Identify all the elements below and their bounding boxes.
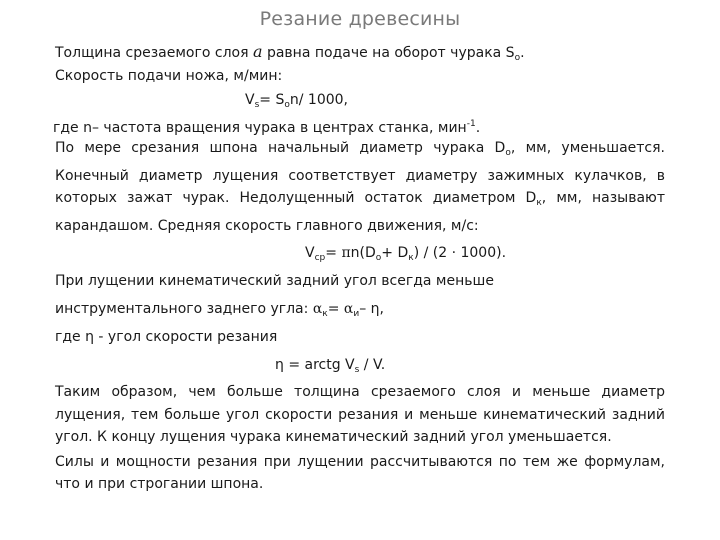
- text-segment: где n– частота вращения чурака в центрах станка, мин: [53, 120, 467, 136]
- formula-segment: η = arctg V: [275, 357, 355, 373]
- formula-vs: [55, 88, 665, 112]
- text-segment: , мм, называют карандашом. Средняя скорость главного движения, м/с:: [55, 190, 665, 234]
- text-segment: .: [475, 120, 481, 136]
- formula-segment: =: [325, 245, 342, 261]
- alpha-symbol: α: [343, 301, 354, 317]
- formula-segment: = S: [259, 92, 285, 108]
- alpha-symbol: α: [312, 301, 323, 317]
- formula-segment: + D: [381, 245, 409, 261]
- text-segment: , мм, уменьшается. Конечный диаметр лущения соответствует диаметру зажимных кулачков, в которых зажат чурак. Недолущенный остаток диаметром D: [55, 140, 666, 206]
- symbol-a: a: [252, 42, 263, 61]
- text-segment: =: [327, 301, 344, 317]
- formula-eta: [55, 353, 665, 377]
- subscript: ср: [314, 253, 326, 263]
- subscript: и: [353, 309, 360, 319]
- text-segment: .: [520, 45, 525, 61]
- page-title: Резание древесины: [259, 8, 461, 30]
- text-segment: – η,: [359, 301, 385, 317]
- text-segment: По мере срезания шпона начальный диаметр чурака D: [55, 140, 506, 156]
- subscript: к: [322, 309, 328, 319]
- formula-segment: V: [305, 245, 315, 261]
- subscript: s: [354, 365, 360, 375]
- pi-symbol: π: [341, 245, 351, 261]
- text-segment: Толщина срезаемого слоя: [55, 45, 253, 61]
- text-segment: инструментального заднего угла:: [55, 301, 313, 317]
- formula-segment: / V.: [359, 357, 386, 373]
- subscript: o: [514, 53, 521, 63]
- text-line-feed-speed: Скорость подачи ножа, м/мин:: [55, 68, 283, 84]
- paragraph-diameter: [55, 137, 665, 237]
- superscript: -1: [466, 119, 476, 129]
- text-line-kinematic-angle: При лущении кинематический задний угол всегда меньше: [55, 273, 494, 289]
- subscript: s: [254, 100, 260, 110]
- subscript: к: [408, 253, 414, 263]
- text-line-rotation-frequency: [53, 112, 665, 136]
- formula-segment: n(D: [350, 245, 376, 261]
- paragraph-forces: Силы и мощности резания при лущении рассчитываются по тем же формулам, что и при строгании шпона.: [55, 453, 665, 492]
- formula-segment: ) / (2 · 1000).: [413, 245, 507, 261]
- subscript: o: [284, 100, 290, 110]
- subscript: o: [375, 253, 382, 263]
- formula-segment: V: [245, 92, 255, 108]
- text-segment: равна подаче на оборот чурака S: [262, 45, 515, 61]
- text-line-tool-angle: [55, 297, 665, 321]
- body-text: [55, 40, 665, 496]
- subscript: o: [505, 148, 511, 158]
- text-line-layer-thickness: [55, 40, 665, 64]
- subscript: к: [536, 198, 542, 208]
- formula-vcp: [55, 241, 665, 265]
- paragraph-conclusion: Таким образом, чем больше толщина срезаемого слоя и меньше диаметр лущения, тем больше угол скорости резания и меньше кинематический задний угол. К концу лущения чурака кинематический задний угол уменьшается.: [55, 384, 665, 445]
- formula-segment: n/ 1000,: [289, 92, 348, 108]
- text-line-eta-definition: где η - угол скорости резания: [55, 329, 278, 345]
